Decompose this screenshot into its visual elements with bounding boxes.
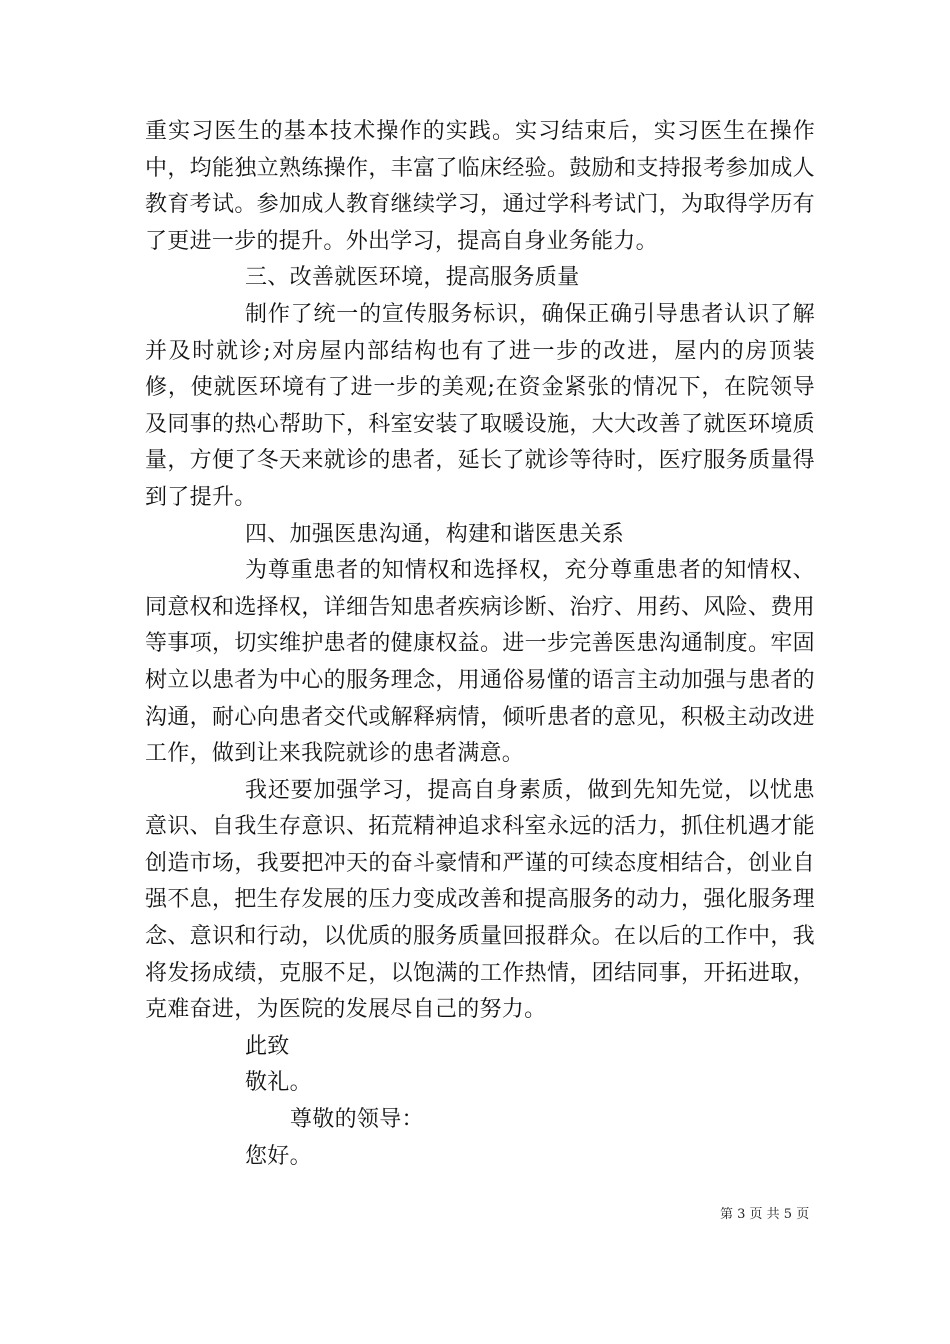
document-body [145,114,815,1175]
paragraph-continuation: 重实习医生的基本技术操作的实践。实习结束后，实习医生在操作中，均能独立熟练操作，丰富了临床经验。鼓励和支持报考参加成人教育考试。参加成人教育继续学习，通过学科考试门，为取得学历有了更进一步的提升。外出学习，提高自身业务能力。 [145,119,815,254]
section-heading-3: 三、改善就医环境，提高服务质量 [245,265,580,291]
closing-salute: 敬礼。 [245,1070,312,1096]
closing-regards: 此致 [245,1033,290,1059]
paragraph-communication: 为尊重患者的知情权和选择权，充分尊重患者的知情权、同意权和选择权，详细告知患者疾病诊断、治疗、用药、风险、费用等事项，切实维护患者的健康权益。进一步完善医患沟通制度。牢固树立以患者为中心的服务理念，用通俗易懂的语言主动加强与患者的沟通，耐心向患者交代或解释病情，倾听患者的意见，积极主动改进工作，做到让来我院就诊的患者满意。 [145,558,815,767]
page-number-footer: 第 3 页 共 5 页 [720,1207,810,1222]
salutation: 尊敬的领导： [290,1107,424,1133]
greeting: 您好。 [245,1143,312,1169]
paragraph-environment: 制作了统一的宣传服务标识，确保正确引导患者认识了解并及时就诊;对房屋内部结构也有了进一步的改进，屋内的房顶装修，使就医环境有了进一步的美观;在资金紧张的情况下，在院领导及同事的热心帮助下，科室安装了取暖设施，大大改善了就医环境质量，方便了冬天来就诊的患者，延长了就诊等待时，医疗服务质量得到了提升。 [145,301,815,510]
paragraph-conclusion: 我还要加强学习，提高自身素质，做到先知先觉，以忧患意识、自我生存意识、拓荒精神追求科室永远的活力，抓住机遇才能创造市场，我要把冲天的奋斗豪情和严谨的可续态度相结合，创业自强不息，把生存发展的压力变成改善和提高服务的动力，强化服务理念、意识和行动，以优质的服务质量回报群众。在以后的工作中，我将发扬成绩，克服不足，以饱满的工作热情，团结同事，开拓进取，克难奋进，为医院的发展尽自己的努力。 [145,777,815,1023]
section-heading-4: 四、加强医患沟通，构建和谐医患关系 [245,521,625,547]
